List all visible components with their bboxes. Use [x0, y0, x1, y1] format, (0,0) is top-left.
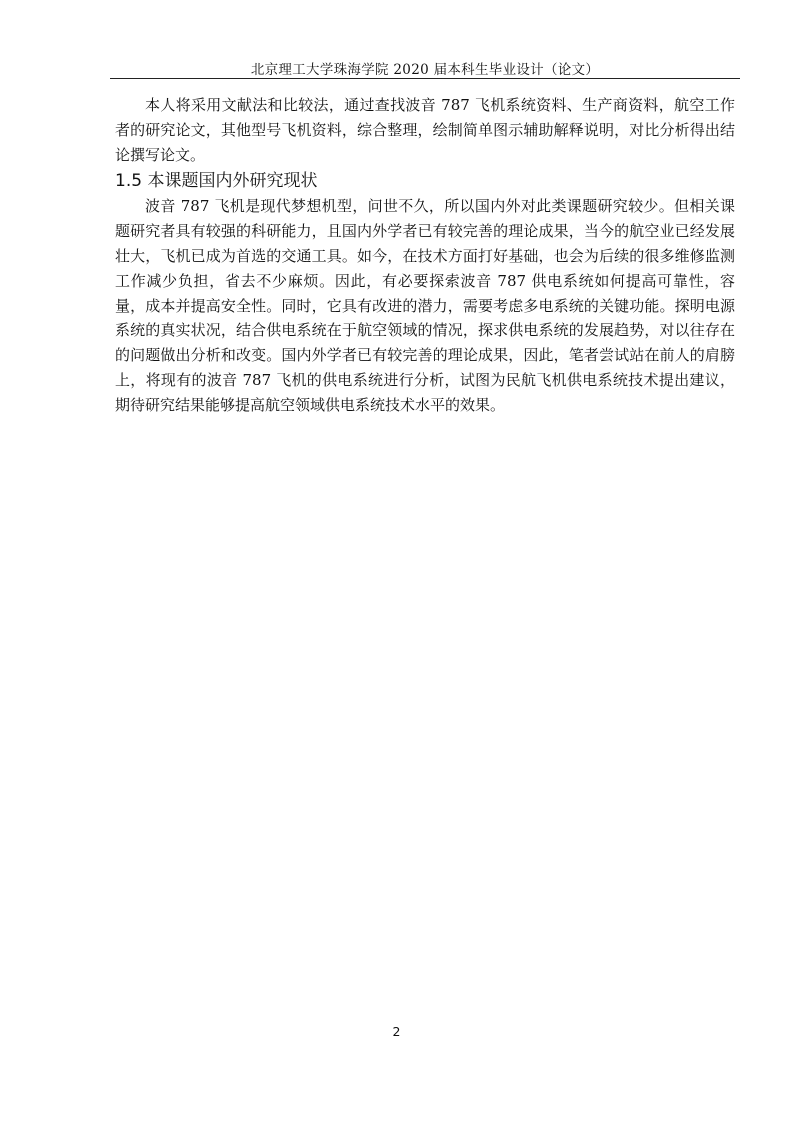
page-number: 2 [392, 1024, 401, 1039]
section-heading: 1.5 本课题国内外研究现状 [115, 171, 318, 192]
document-body [115, 93, 735, 418]
header-divider [110, 78, 740, 79]
running-header: 北京理工大学珠海学院 2020 届本科生毕业设计（论文） [250, 62, 600, 78]
body-paragraph-research-status: 波音 787 飞机是现代梦想机型，问世不久，所以国内外对此类课题研究较少。但相关课题研究者具有较强的科研能力，且国内外学者已有较完善的理论成果，当今的航空业已经发展壮大，飞机已成为首选的交通工具。如今，在技术方面打好基础，也会为后续的很多维修监测工作减少负担，省去不少麻烦。因此，有必要探索波音 787 供电系统如何提高可靠性，容量，成本并提高安全性。同时，它具有改进的潜力，需要考虑多电系统的关键功能。探明电源系统的真实状况，结合供电系统在于航空领域的情况，探求供电系统的发展趋势，对以往存在的问题做出分析和改变。国内外学者已有较完善的理论成果，因此，笔者尝试站在前人的肩膀上，将现有的波音 787 飞机的供电系统进行分析，试图为民航飞机供电系统技术提出建议，期待研究结果能够提高航空领域供电系统技术水平的效果。 [115, 197, 735, 414]
body-paragraph-methods: 本人将采用文献法和比较法，通过查找波音 787 飞机系统资料、生产商资料，航空工作者的研究论文，其他型号飞机资料，综合整理，绘制简单图示辅助解释说明，对比分析得出结论撰写论文。 [115, 96, 735, 164]
